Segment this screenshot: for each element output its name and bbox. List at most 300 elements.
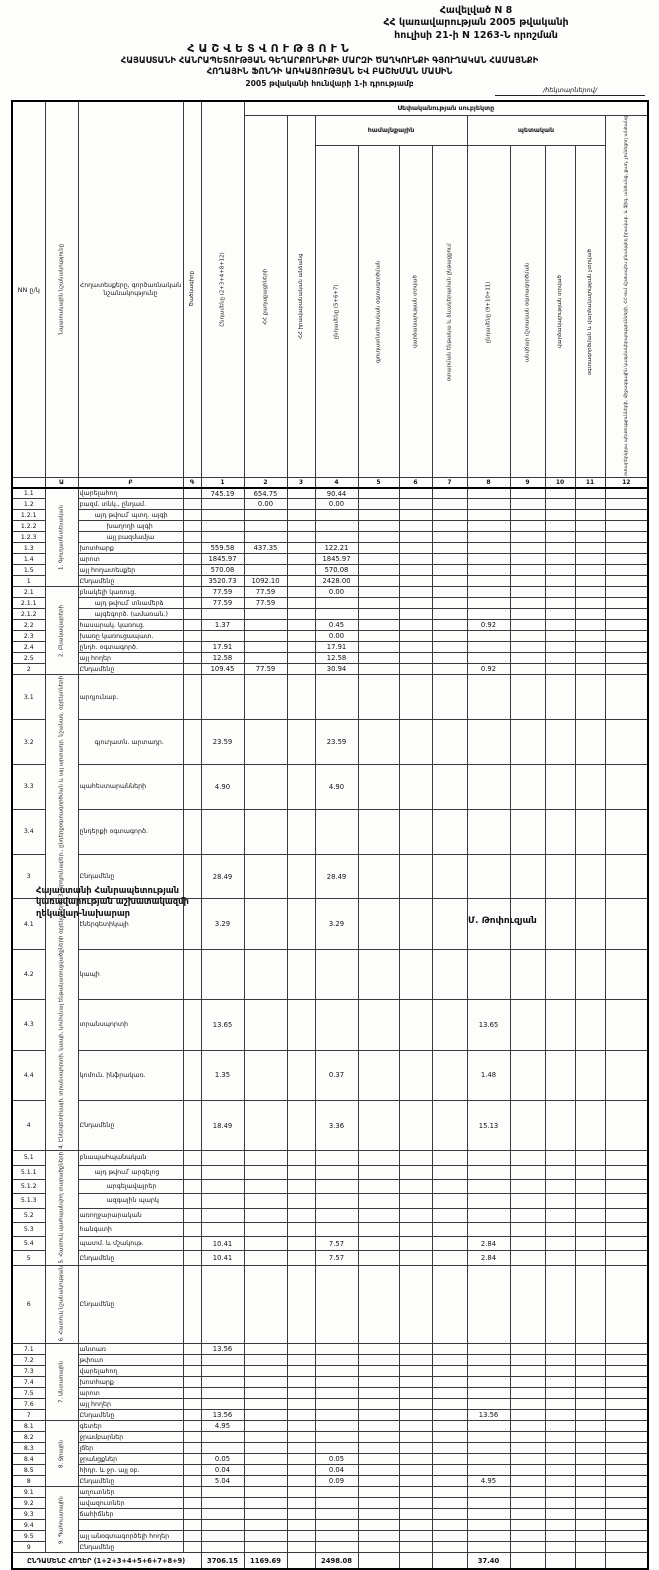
value-cell — [432, 1388, 467, 1399]
value-cell — [287, 532, 315, 543]
value-cell — [510, 1542, 545, 1553]
value-cell — [575, 1000, 605, 1050]
row-number: 7.6 — [12, 1399, 45, 1410]
table-row — [12, 1251, 648, 1265]
value-cell — [287, 664, 315, 675]
value-cell — [358, 854, 399, 899]
row-label: վարելահող — [78, 488, 183, 499]
value-cell — [605, 521, 648, 532]
value-cell: 0.00 — [315, 499, 358, 510]
value-cell — [287, 1476, 315, 1487]
value-cell — [244, 1542, 287, 1553]
value-cell: 77.59 — [244, 587, 287, 598]
row-number: 5.1.3 — [12, 1194, 45, 1208]
value-cell: 559.58 — [201, 543, 244, 554]
value-cell: 1.37 — [201, 620, 244, 631]
value-cell — [575, 720, 605, 765]
table-row — [12, 1265, 648, 1343]
code-cell — [183, 1421, 201, 1432]
value-cell — [358, 809, 399, 854]
value-cell — [510, 1222, 545, 1236]
col-letter: Բ — [78, 478, 183, 488]
code-cell — [183, 1151, 201, 1165]
value-cell — [432, 899, 467, 949]
value-cell — [244, 1165, 287, 1179]
value-cell — [399, 543, 432, 554]
col-number: 5 — [358, 478, 399, 488]
value-cell — [605, 565, 648, 576]
value-cell — [201, 1509, 244, 1520]
value-cell — [399, 576, 432, 587]
value-cell: 4.95 — [467, 1476, 510, 1487]
row-number: 4 — [12, 1100, 45, 1150]
code-cell — [183, 1531, 201, 1542]
value-cell — [545, 720, 575, 765]
value-cell: 3.36 — [315, 1100, 358, 1150]
table-row — [12, 1509, 648, 1520]
code-cell — [183, 1399, 201, 1410]
value-cell — [315, 1531, 358, 1542]
value-cell — [510, 1194, 545, 1208]
value-cell — [315, 1344, 358, 1355]
value-cell — [467, 543, 510, 554]
report-title: ՀԱՇՎԵՏՎՈՒԹՅՈՒՆ — [187, 42, 353, 55]
value-cell — [605, 587, 648, 598]
row-label: այդ թվում՝ արգելոց — [78, 1165, 183, 1179]
table-row — [12, 620, 648, 631]
value-cell: 23.59 — [315, 720, 358, 765]
value-cell — [605, 675, 648, 720]
value-cell: 13.56 — [201, 1344, 244, 1355]
row-number: 7.2 — [12, 1355, 45, 1366]
value-cell — [399, 1222, 432, 1236]
code-cell — [183, 1208, 201, 1222]
value-cell: 4.95 — [201, 1421, 244, 1432]
value-cell — [575, 1388, 605, 1399]
row-number: 3.2 — [12, 720, 45, 765]
value-cell — [399, 587, 432, 598]
value-cell — [201, 1366, 244, 1377]
value-cell: 7.57 — [315, 1237, 358, 1251]
value-cell — [201, 1542, 244, 1553]
value-cell — [399, 1509, 432, 1520]
row-label: հասարակ. կառուց. — [78, 620, 183, 631]
value-cell — [244, 510, 287, 521]
value-cell — [287, 1520, 315, 1531]
value-cell — [432, 499, 467, 510]
value-cell — [432, 1265, 467, 1343]
row-number: 5.1.1 — [12, 1165, 45, 1179]
value-cell — [432, 543, 467, 554]
value-cell — [201, 1165, 244, 1179]
value-cell: 109.45 — [201, 664, 244, 675]
value-cell — [575, 1531, 605, 1542]
table-row — [12, 675, 648, 720]
value-cell — [605, 1050, 648, 1100]
value-cell — [605, 532, 648, 543]
value-cell — [358, 1194, 399, 1208]
value-cell — [467, 1388, 510, 1399]
value-cell — [432, 809, 467, 854]
value-cell — [510, 1432, 545, 1443]
row-label: Ընդամենը — [78, 854, 183, 899]
value-cell — [358, 1377, 399, 1388]
land-balance-table — [11, 100, 649, 1570]
value-cell — [399, 1498, 432, 1509]
value-cell — [510, 1421, 545, 1432]
value-cell — [510, 1399, 545, 1410]
value-cell — [201, 1432, 244, 1443]
row-number: 4.4 — [12, 1050, 45, 1100]
value-cell — [358, 1399, 399, 1410]
value-cell — [432, 1399, 467, 1410]
row-number: 8.3 — [12, 1443, 45, 1454]
value-cell — [467, 1151, 510, 1165]
value-cell — [399, 664, 432, 675]
value-cell — [399, 1443, 432, 1454]
code-cell — [183, 609, 201, 620]
row-number: 8.1 — [12, 1421, 45, 1432]
value-cell — [510, 675, 545, 720]
section-label: 3. Արդյունաբեր., ընդերքօգտագործման և այլ արտադր. նշանակ. օբյեկտների — [45, 675, 78, 899]
value-cell — [510, 1454, 545, 1465]
row-number: 8 — [12, 1476, 45, 1487]
value-cell — [244, 642, 287, 653]
value-cell — [244, 899, 287, 949]
value-cell — [399, 1179, 432, 1193]
row-number: 7.3 — [12, 1366, 45, 1377]
value-cell — [510, 1151, 545, 1165]
value-cell — [287, 1050, 315, 1100]
row-number: 6 — [12, 1265, 45, 1343]
col-header-landtype: Հողատեսքերը, գործառնական նշանակությունը — [78, 101, 183, 478]
value-cell: 0.05 — [315, 1454, 358, 1465]
row-label: Ընդամենը — [78, 1265, 183, 1343]
value-cell — [399, 1465, 432, 1476]
value-cell — [575, 809, 605, 854]
row-label: կոմուն. ինֆրակառ. — [78, 1050, 183, 1100]
row-label: խոտհարք — [78, 543, 183, 554]
value-cell — [605, 1542, 648, 1553]
code-cell — [183, 1222, 201, 1236]
value-cell — [244, 1366, 287, 1377]
value-cell — [467, 1542, 510, 1553]
appendix-line: ՀՀ կառավարության 2005 թվականի — [383, 17, 569, 29]
value-cell — [244, 1498, 287, 1509]
value-cell — [467, 1421, 510, 1432]
value-cell — [358, 1355, 399, 1366]
value-cell — [575, 1194, 605, 1208]
value-cell — [287, 587, 315, 598]
col-header-foreign: օտարերկրյա պետությունների, միջազգային կազմակերպությունների, ՀՀ-ում մշտապես բնակվող իրավաբ. և ֆիզ. անձանց, քաղ. չունեցող անձանց — [605, 115, 648, 478]
value-cell: 13.65 — [201, 1000, 244, 1050]
value-cell — [575, 587, 605, 598]
value-cell — [432, 1000, 467, 1050]
col-number: 10 — [545, 478, 575, 488]
table-row — [12, 521, 648, 532]
value-cell — [244, 1465, 287, 1476]
value-cell — [545, 1399, 575, 1410]
section-label: 5. Հատուկ պահպանվող տարածքների — [45, 1151, 78, 1266]
code-cell — [183, 1542, 201, 1553]
section-label: 9. Պահուստային — [45, 1487, 78, 1553]
code-cell — [183, 1509, 201, 1520]
table-row — [12, 1194, 648, 1208]
value-cell — [358, 1265, 399, 1343]
col-header-not-provided: օգտագործման և վարձակալության չտրված — [575, 146, 605, 478]
value-cell — [432, 1194, 467, 1208]
value-cell — [244, 1399, 287, 1410]
value-cell — [399, 499, 432, 510]
value-cell — [467, 488, 510, 499]
value-cell — [287, 764, 315, 809]
header-row-subjects — [12, 101, 648, 115]
value-cell — [575, 1443, 605, 1454]
value-cell — [605, 598, 648, 609]
value-cell: 0.37 — [315, 1050, 358, 1100]
value-cell — [244, 1222, 287, 1236]
table-row — [12, 1542, 648, 1553]
value-cell — [545, 642, 575, 653]
value-cell — [545, 576, 575, 587]
value-cell — [432, 1520, 467, 1531]
row-label: թփուտ — [78, 1355, 183, 1366]
value-cell — [432, 510, 467, 521]
value-cell — [287, 543, 315, 554]
value-cell — [315, 1194, 358, 1208]
value-cell — [605, 854, 648, 899]
row-number: 1.2 — [12, 499, 45, 510]
value-cell — [545, 764, 575, 809]
value-cell — [467, 1520, 510, 1531]
value-cell — [287, 631, 315, 642]
value-cell — [510, 1498, 545, 1509]
value-cell — [315, 1388, 358, 1399]
value-cell — [358, 1509, 399, 1520]
value-cell — [244, 720, 287, 765]
value-cell: 12.58 — [201, 653, 244, 664]
value-cell — [575, 510, 605, 521]
value-cell — [545, 854, 575, 899]
value-cell — [287, 488, 315, 499]
col-number: 4 — [315, 478, 358, 488]
code-cell — [183, 1344, 201, 1355]
value-cell — [244, 1355, 287, 1366]
row-label: այդ թվում՝ տնամերձ — [78, 598, 183, 609]
value-cell — [358, 1366, 399, 1377]
value-cell — [510, 521, 545, 532]
value-cell — [399, 1399, 432, 1410]
value-cell: 10.41 — [201, 1237, 244, 1251]
value-cell — [432, 1165, 467, 1179]
row-number: 3.1 — [12, 675, 45, 720]
value-cell — [399, 598, 432, 609]
value-cell — [545, 949, 575, 999]
value-cell — [467, 1443, 510, 1454]
value-cell — [244, 1265, 287, 1343]
row-label: վարելահող — [78, 1366, 183, 1377]
value-cell — [358, 521, 399, 532]
row-label: տրանսպորտի — [78, 1000, 183, 1050]
value-cell — [399, 949, 432, 999]
value-cell — [244, 1476, 287, 1487]
value-cell — [399, 1487, 432, 1498]
table-row — [12, 598, 648, 609]
value-cell — [432, 854, 467, 899]
value-cell — [399, 521, 432, 532]
value-cell — [605, 631, 648, 642]
value-cell — [244, 565, 287, 576]
row-number: 4.1 — [12, 899, 45, 949]
value-cell — [287, 1151, 315, 1165]
value-cell — [287, 1237, 315, 1251]
table-row — [12, 1000, 648, 1050]
section-label: 1. Գյուղատնտեսական — [45, 488, 78, 587]
value-cell — [545, 675, 575, 720]
value-cell — [201, 1487, 244, 1498]
signatory-line: կառավարության աշխատակազմի — [36, 896, 189, 907]
code-cell — [183, 532, 201, 543]
value-cell — [545, 1432, 575, 1443]
value-cell — [287, 1388, 315, 1399]
col-header-community: համայնքային — [315, 115, 467, 146]
value-cell: 0.05 — [201, 1454, 244, 1465]
value-cell — [287, 576, 315, 587]
value-cell — [432, 1410, 467, 1421]
value-cell — [358, 1208, 399, 1222]
row-number: 9.5 — [12, 1531, 45, 1542]
row-label: գետեր — [78, 1421, 183, 1432]
col-header-community-total: ընդամենը (5+6+7) — [315, 146, 358, 478]
code-cell — [183, 1050, 201, 1100]
value-cell — [201, 1208, 244, 1222]
value-cell — [358, 1421, 399, 1432]
value-cell — [575, 1377, 605, 1388]
value-cell — [605, 1498, 648, 1509]
section-label: 2. Բնակավայրերի — [45, 587, 78, 675]
value-cell — [432, 1498, 467, 1509]
table-row — [12, 1208, 648, 1222]
value-cell: 13.56 — [201, 1410, 244, 1421]
value-cell — [575, 499, 605, 510]
value-cell — [510, 1050, 545, 1100]
section-label: 7. Անտառային — [45, 1344, 78, 1421]
value-cell — [358, 764, 399, 809]
value-cell — [287, 510, 315, 521]
value-cell — [358, 1344, 399, 1355]
value-cell — [358, 598, 399, 609]
value-cell — [467, 764, 510, 809]
value-cell — [467, 565, 510, 576]
value-cell — [510, 1000, 545, 1050]
value-cell — [399, 1366, 432, 1377]
value-cell: 1092.10 — [244, 576, 287, 587]
value-cell — [467, 1355, 510, 1366]
value-cell — [510, 620, 545, 631]
value-cell — [244, 1421, 287, 1432]
value-cell — [432, 1531, 467, 1542]
col-number: 12 — [605, 478, 648, 488]
value-cell — [510, 1179, 545, 1193]
value-cell — [432, 1344, 467, 1355]
value-cell — [467, 631, 510, 642]
table-row — [12, 587, 648, 598]
value-cell — [545, 1151, 575, 1165]
section-label: 6. Հատուկ նշանակության — [45, 1265, 78, 1343]
value-cell — [244, 620, 287, 631]
row-label: խոտհարք — [78, 1377, 183, 1388]
value-cell — [201, 809, 244, 854]
value-cell — [244, 1443, 287, 1454]
value-cell — [510, 664, 545, 675]
value-cell — [244, 631, 287, 642]
table-row — [12, 1355, 648, 1366]
value-cell — [510, 1487, 545, 1498]
value-cell — [510, 1509, 545, 1520]
table-row — [12, 1366, 648, 1377]
value-cell — [244, 1454, 287, 1465]
col-header-total: Ընդամենը (2+3+4+8+12) — [201, 101, 244, 478]
row-label: առողջարարական — [78, 1208, 183, 1222]
value-cell — [575, 1165, 605, 1179]
value-cell — [315, 1151, 358, 1165]
value-cell — [287, 1000, 315, 1050]
value-cell — [575, 1265, 605, 1343]
code-cell — [183, 620, 201, 631]
row-label: խաղողի այգի — [78, 521, 183, 532]
value-cell: 12.58 — [315, 653, 358, 664]
row-number: 8.5 — [12, 1465, 45, 1476]
value-cell — [510, 1388, 545, 1399]
value-cell — [432, 949, 467, 999]
value-cell — [201, 521, 244, 532]
row-number: 1.2.3 — [12, 532, 45, 543]
value-cell — [358, 620, 399, 631]
col-header-legal-entities: ՀՀ իրավաբանական անձանց — [287, 115, 315, 478]
value-cell: 437.35 — [244, 543, 287, 554]
table-row — [12, 1465, 648, 1476]
value-cell — [287, 1454, 315, 1465]
row-label: Ընդամենը — [78, 576, 183, 587]
value-cell — [432, 488, 467, 499]
value-cell — [201, 532, 244, 543]
value-cell — [605, 664, 648, 675]
value-cell — [432, 521, 467, 532]
value-cell — [605, 642, 648, 653]
code-cell — [183, 1194, 201, 1208]
row-label: արոտ — [78, 1388, 183, 1399]
value-cell — [510, 1520, 545, 1531]
value-cell — [201, 675, 244, 720]
row-number: 9.4 — [12, 1520, 45, 1531]
value-cell — [399, 532, 432, 543]
value-cell — [358, 1100, 399, 1150]
value-cell — [510, 1265, 545, 1343]
value-cell — [358, 587, 399, 598]
table-row — [12, 1100, 648, 1150]
value-cell — [399, 1355, 432, 1366]
value-cell: 17.91 — [201, 642, 244, 653]
value-cell — [510, 642, 545, 653]
table-row — [12, 720, 648, 765]
value-cell — [510, 609, 545, 620]
value-cell — [315, 1208, 358, 1222]
table-row — [12, 554, 648, 565]
value-cell — [287, 1165, 315, 1179]
table-row — [12, 1237, 648, 1251]
value-cell — [575, 642, 605, 653]
value-cell — [244, 1377, 287, 1388]
